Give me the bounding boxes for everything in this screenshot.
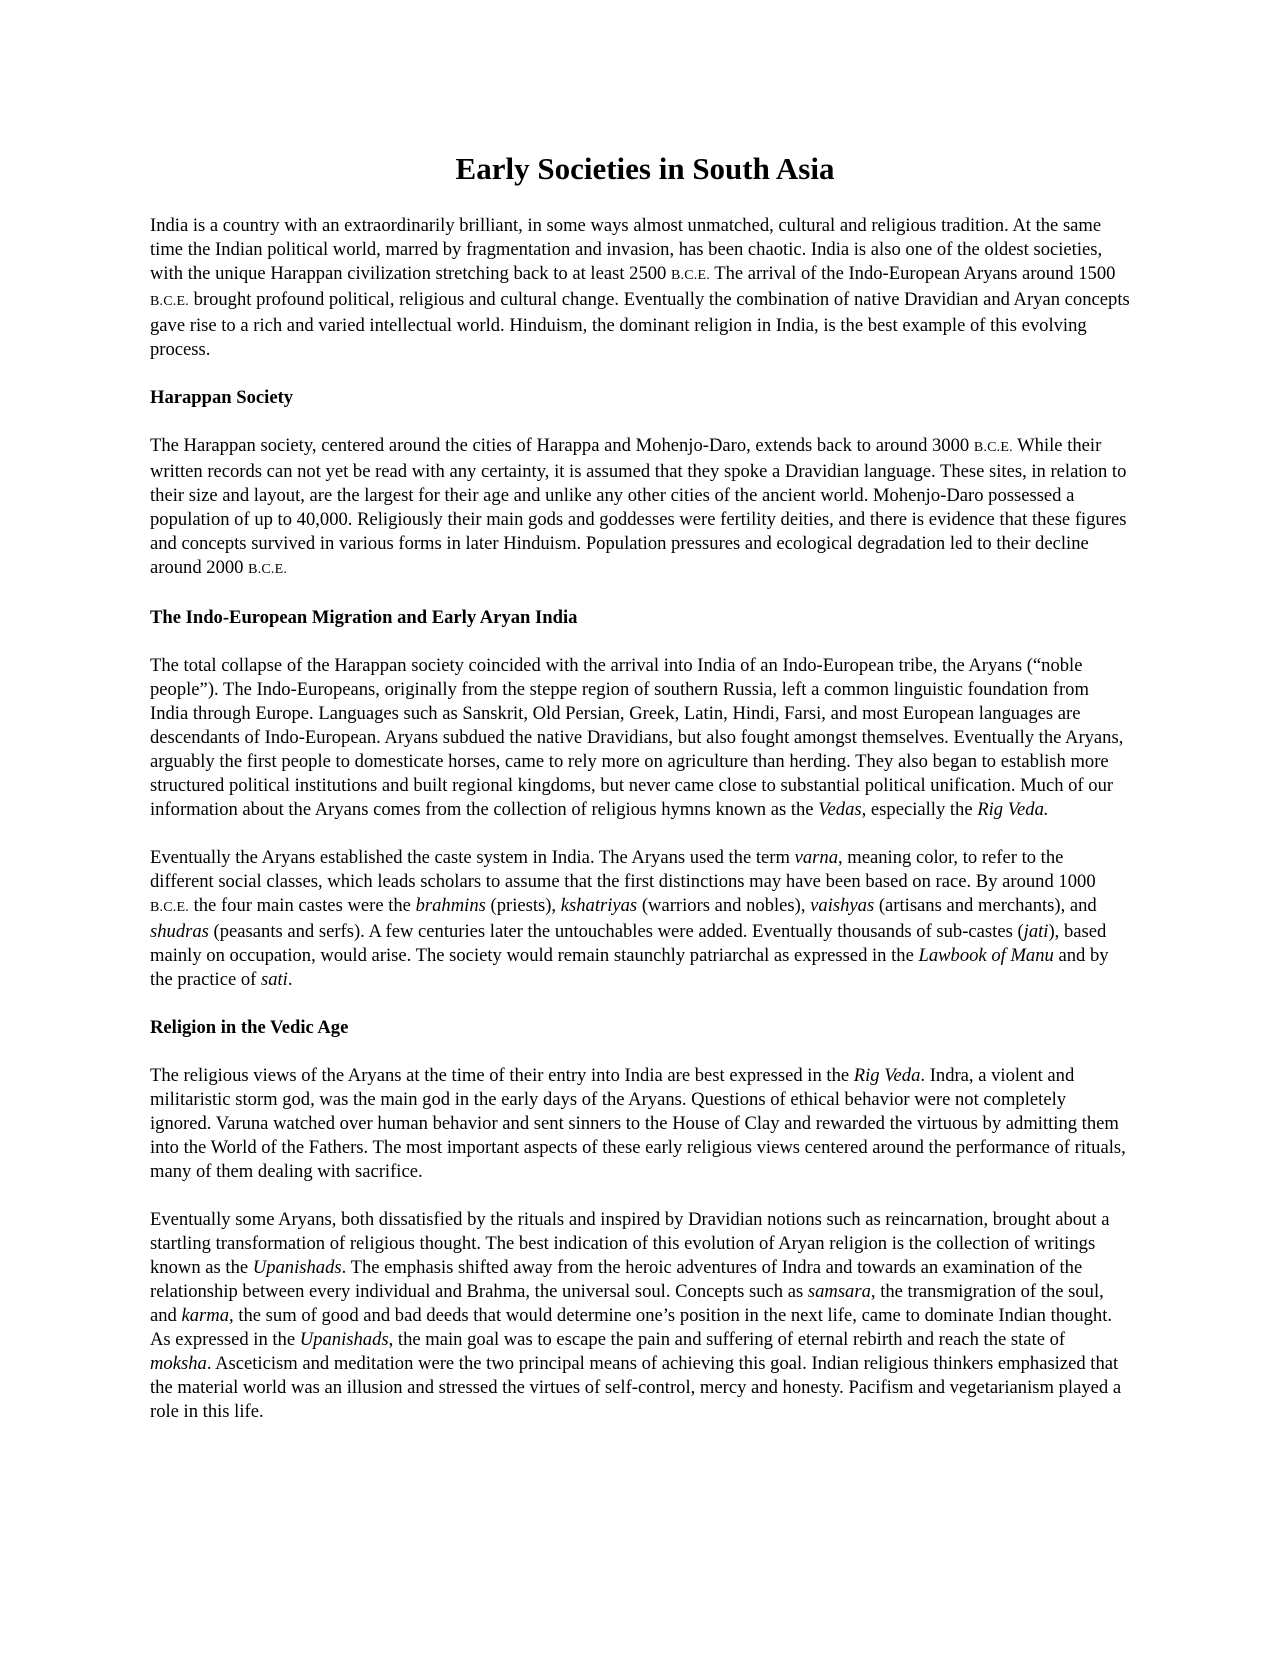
text-run: India is a country with an extraordinarily brilliant, in some ways almost unmatched, cultural and religious tradition. At the same time the Indian political world, marred by fragmentation and invasion, has been chaotic. India is also one of the oldest societies, with the unique Harappan civilization stretching back to at least 2500	[150, 215, 1103, 285]
text-run: Eventually the Aryans established the caste system in India. The Aryans used the term	[150, 847, 795, 869]
text-run: , the transmigration of the soul, and	[150, 1281, 1104, 1327]
italic-term: samsara	[807, 1281, 871, 1303]
italic-term: kshatriyas	[560, 895, 638, 917]
era-abbreviation: B.C.E.	[150, 900, 189, 916]
indo-european-paragraph-1	[150, 654, 1130, 822]
italic-term: Lawbook of Manu	[918, 945, 1054, 967]
text-run: .	[287, 969, 293, 991]
text-run: The religious views of the Aryans at the time of their entry into India are best expressed in the	[150, 1065, 854, 1087]
text-run: brought profound political, religious and cultural change. Eventually the combination of native Dravidian and Aryan concepts gave rise to a rich and varied intellectual world. Hinduism, the dominant religion in India, is the best example of this evolving process.	[150, 289, 1130, 361]
intro-paragraph	[150, 214, 1130, 362]
text-run: Eventually some Aryans, both dissatisfied by the rituals and inspired by Dravidian notions such as reincarnation, brought about a startling transformation of religious thought. The best indication of this evolution of Aryan religion is the collection of writings known as the	[150, 1209, 1110, 1279]
text-run: . The emphasis shifted away from the heroic adventures of Indra and towards an examination of the relationship between every individual and Brahma, the universal soul. Concepts such as	[150, 1257, 1083, 1303]
vedic-religion-paragraph-1	[150, 1064, 1130, 1184]
text-run: and by the practice of	[150, 945, 1109, 991]
text-run: the four main castes were the	[188, 895, 416, 917]
document-page	[150, 150, 1130, 1448]
italic-term: sati	[260, 969, 288, 991]
text-run: . Indra, a violent and militaristic storm god, was the main god in the early days of the Aryans. Questions of ethical behavior were not completely ignored. Varuna watched over human behavior and sent sinners to the House of Clay and rewarded the virtuous by admitting them into the World of the Fathers. The most important aspects of these early religious views centered around the performance of rituals, many of them dealing with sacrifice.	[150, 1065, 1126, 1183]
text-run: The total collapse of the Harappan society coincided with the arrival into India of an Indo-European tribe, the Aryans (“noble people”). The Indo-Europeans, originally from the steppe region of southern Russia, left a common linguistic foundation from India through Europe. Languages such as Sanskrit, Old Persian, Greek, Latin, Hindi, Farsi, and most European languages are descendants of Indo-European. Aryans subdued the native Dravidians, but also fought amongst themselves. Eventually the Aryans, arguably the first people to domesticate horses, came to rely more on agriculture than herding. They also began to establish more structured political institutions and built regional kingdoms, but never came close to substantial political unification. Much of our information about the Aryans comes from the collection of religious hymns known as the	[150, 655, 1124, 821]
text-run: (priests),	[485, 895, 561, 917]
vedic-religion-paragraph-2	[150, 1208, 1130, 1424]
document-title: Early Societies in South Asia	[455, 151, 835, 186]
text-run: , meaning color, to refer to the different social classes, which leads scholars to assume that the first distinctions may have been based on race. By around 1000	[150, 847, 1096, 893]
harappan-paragraph	[150, 434, 1130, 582]
era-abbreviation: B.C.E.	[248, 562, 288, 578]
text-run: , especially the	[861, 799, 978, 821]
italic-term: moksha	[150, 1353, 207, 1375]
italic-term: shudras	[150, 921, 209, 943]
indo-european-paragraph-2	[150, 846, 1130, 992]
italic-term: Rig Veda	[853, 1065, 921, 1087]
text-run: (warriors and nobles),	[637, 895, 811, 917]
italic-term: brahmins	[415, 895, 486, 917]
text-run: , the sum of good and bad deeds that would determine one’s position in the next life, came to dominate Indian thought. As expressed in the	[150, 1305, 1113, 1351]
text-run: While their written records can not yet be read with any certainty, it is assumed that they spoke a Dravidian language. These sites, in relation to their size and layout, are the largest for their age and unlike any other cities of the ancient world. Mohenjo-Daro possessed a population of up to 40,000. Religiously their main gods and goddesses were fertility deities, and there is evidence that these figures and concepts survived in various forms in later Hinduism. Population pressures and ecological degradation led to their decline around 2000	[150, 435, 1127, 579]
text-run: . Asceticism and meditation were the two principal means of achieving this goal. Indian religious thinkers emphasized that the material world was an illusion and stressed the virtues of self-control, mercy and honesty. Pacifism and vegetarianism played a role in this life.	[150, 1353, 1122, 1423]
italic-term: Upanishads	[252, 1257, 342, 1279]
text-run: (artisans and merchants), and	[874, 895, 1097, 917]
italic-term: jati	[1023, 921, 1049, 943]
era-abbreviation: B.C.E.	[671, 268, 710, 284]
text-run: (peasants and serfs). A few centuries later the untouchables were added. Eventually thousands of sub-castes (	[208, 921, 1024, 943]
era-abbreviation: B.C.E.	[150, 294, 189, 310]
era-abbreviation: B.C.E.	[973, 440, 1013, 456]
italic-term: vaishyas	[810, 895, 875, 917]
italic-term: varna	[794, 847, 838, 869]
text-run: ), based mainly on occupation, would arise. The society would remain staunchly patriarchal as expressed in the	[150, 921, 1107, 967]
text-run: The Harappan society, centered around the cities of Harappa and Mohenjo-Daro, extends back to around 3000	[150, 435, 974, 457]
italic-term: Rig Veda.	[977, 799, 1049, 821]
italic-term: Upanishads	[299, 1329, 389, 1351]
text-run: The arrival of the Indo-European Aryans around 1500	[709, 263, 1116, 285]
text-run: , the main goal was to escape the pain and suffering of eternal rebirth and reach the state of	[388, 1329, 1066, 1351]
italic-term: Vedas	[818, 799, 862, 821]
italic-term: karma	[181, 1305, 230, 1327]
section-heading-harappan: Harappan Society	[150, 387, 294, 409]
section-heading-indo-european: The Indo-European Migration and Early Aryan India	[150, 607, 578, 629]
section-heading-vedic-religion: Religion in the Vedic Age	[150, 1017, 349, 1039]
